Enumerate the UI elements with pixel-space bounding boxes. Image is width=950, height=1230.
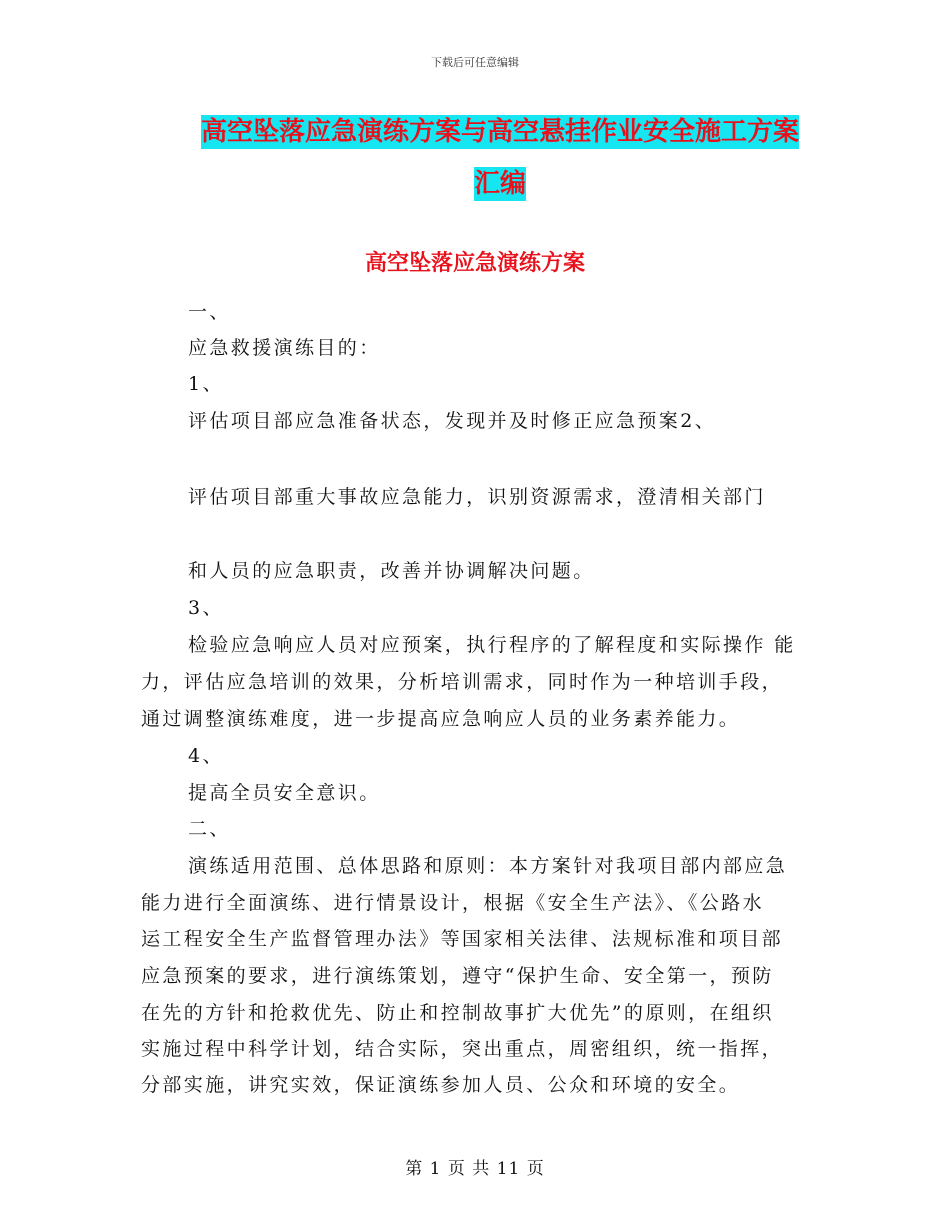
document-title-line1: 高空坠落应急演练方案与高空悬挂作业安全施工方案 [200,117,799,147]
body-line: 能力进行全面演练、进行情景设计，根据《安全生产法》、《公路水 [141,892,765,914]
body-line: 分部实施，讲究实效，保证演练参加人员、公众和环境的安全。 [141,1074,741,1096]
body-line: 力，评估应急培训的效果，分析培训需求，同时作为一种培训手段， [141,671,784,693]
body-line: 4、 [188,745,224,767]
body-line: 实施过程中科学计划，结合实际，突出重点，周密组织，统一指挥， [141,1038,784,1060]
body-line: 二、 [188,818,231,840]
body-line: 和人员的应急职责，改善并协调解决问题。 [188,560,595,582]
body-line: 评估项目部应急准备状态，发现并及时修正应急预案2、 [188,410,717,432]
header-note: 下载后可任意编辑 [431,56,519,69]
body-line: 评估项目部重大事故应急能力，识别资源需求，澄清相关部门 [188,486,766,508]
section-title: 高空坠落应急演练方案 [364,251,585,276]
document-title [150,106,850,210]
document-title-line2: 汇编 [473,169,526,199]
body-line: 一、 [188,301,231,323]
body-line: 通过调整演练难度，进一步提高应急响应人员的业务素养能力。 [141,708,741,730]
body-line: 运工程安全生产监督管理办法》等国家相关法律、法规标准和项目部 [141,928,784,950]
page-footer: 第 1 页 共 11 页 [405,1159,545,1179]
body-line: 应急救援演练目的： [188,337,381,359]
body-line: 演练适用范围、总体思路和原则：本方案针对我项目部内部应急 [188,855,788,877]
body-line: 检验应急响应人员对应预案，执行程序的了解程度和实际操作 能 [188,634,796,656]
body-line: 3、 [188,597,224,619]
body-line: 1、 [188,373,224,395]
body-line: 应急预案的要求，进行演练策划，遵守“保护生命、安全第一，预防 [141,965,774,987]
body-line: 在先的方针和抢救优先、防止和控制故事扩大优先”的原则，在组织 [141,1002,774,1024]
body-line: 提高全员安全意识。 [188,782,381,804]
